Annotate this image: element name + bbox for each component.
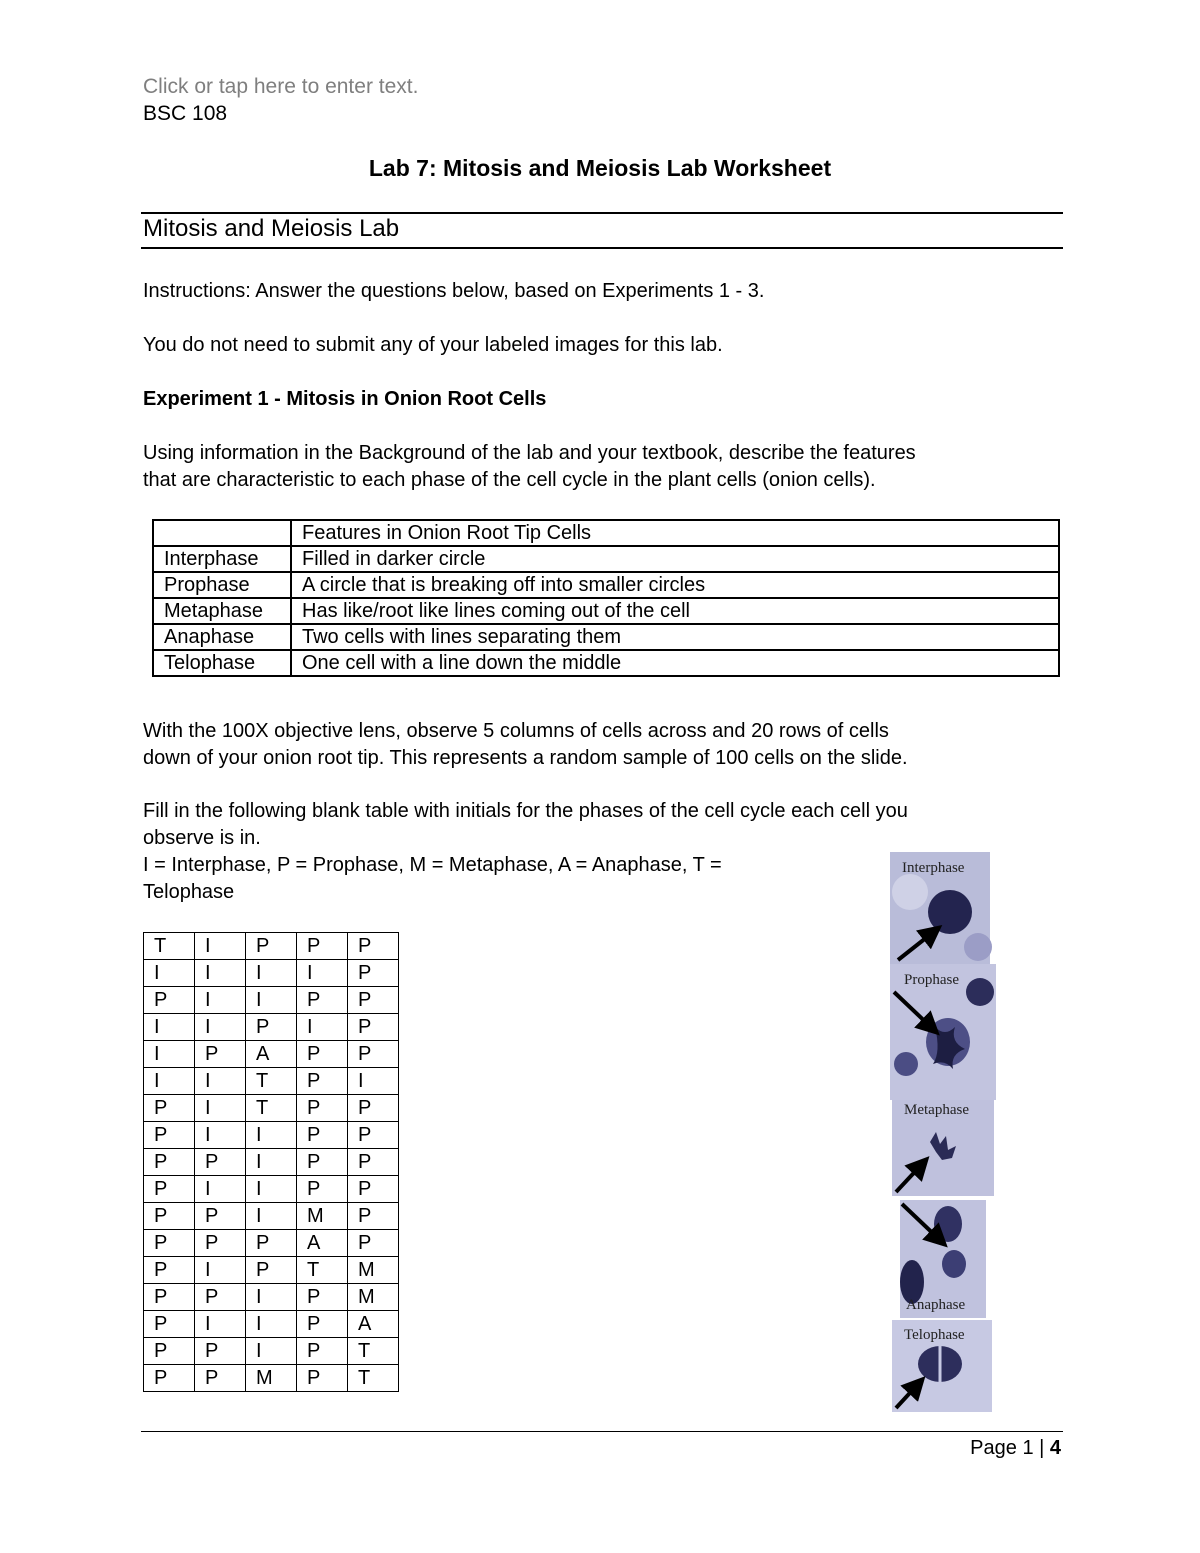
observation-cell[interactable]: P	[246, 1014, 297, 1041]
observation-cell[interactable]: T	[246, 1068, 297, 1095]
observation-cell[interactable]: I	[348, 1068, 399, 1095]
observation-cell[interactable]: P	[297, 1041, 348, 1068]
observation-cell[interactable]: P	[297, 1284, 348, 1311]
observation-cell[interactable]: P	[144, 987, 195, 1014]
observation-cell[interactable]: P	[195, 1230, 246, 1257]
observation-cell[interactable]: P	[297, 1311, 348, 1338]
observation-row	[144, 1176, 399, 1203]
observation-cell[interactable]: I	[144, 960, 195, 987]
observation-cell[interactable]: I	[195, 960, 246, 987]
observation-cell[interactable]: I	[144, 1014, 195, 1041]
phase-feature[interactable]: One cell with a line down the middle	[291, 650, 1059, 676]
features-row	[153, 650, 1059, 676]
observation-cell[interactable]: I	[195, 1176, 246, 1203]
experiment-1-prompt	[143, 440, 1063, 494]
observation-row	[144, 933, 399, 960]
observation-cell[interactable]: P	[144, 1338, 195, 1365]
experiment-1-heading: Experiment 1 - Mitosis in Onion Root Cells	[143, 388, 547, 410]
fill-line-2: observe is in.	[143, 827, 261, 849]
instructions-text: Instructions: Answer the questions below, based on Experiments 1 - 3.	[143, 280, 765, 302]
observation-cell[interactable]: T	[297, 1257, 348, 1284]
section-top-rule	[141, 212, 1063, 214]
page-title: Lab 7: Mitosis and Meiosis Lab Worksheet	[368, 155, 832, 181]
observation-table	[143, 932, 399, 1392]
observation-cell[interactable]: I	[246, 1122, 297, 1149]
observation-cell[interactable]: P	[297, 933, 348, 960]
page-footer	[900, 1437, 1061, 1460]
observation-row	[144, 1365, 399, 1392]
phase-name: Interphase	[153, 546, 291, 572]
observation-cell[interactable]: I	[246, 1284, 297, 1311]
phase-name: Anaphase	[153, 624, 291, 650]
course-code: BSC 108	[143, 102, 228, 125]
observation-cell[interactable]: I	[195, 1122, 246, 1149]
observation-cell[interactable]: P	[297, 1068, 348, 1095]
observation-cell[interactable]: T	[348, 1338, 399, 1365]
observation-cell[interactable]: P	[348, 933, 399, 960]
observation-cell[interactable]: I	[195, 1311, 246, 1338]
page-total: 4	[1049, 1437, 1061, 1459]
observation-cell[interactable]: P	[297, 1095, 348, 1122]
anaphase-chromosomes	[942, 1250, 966, 1278]
phase-name: Telophase	[153, 650, 291, 676]
observation-cell[interactable]: I	[246, 987, 297, 1014]
observation-cell[interactable]: P	[348, 1176, 399, 1203]
observation-cell[interactable]: P	[297, 1176, 348, 1203]
observe-instructions	[143, 718, 1063, 772]
observation-cell[interactable]: P	[144, 1095, 195, 1122]
observation-cell[interactable]: P	[195, 1203, 246, 1230]
observation-cell[interactable]: I	[246, 960, 297, 987]
observation-cell[interactable]: I	[297, 960, 348, 987]
observation-cell[interactable]: I	[195, 987, 246, 1014]
observation-cell[interactable]: I	[246, 1311, 297, 1338]
observation-cell[interactable]: I	[144, 1068, 195, 1095]
observation-cell[interactable]: I	[246, 1203, 297, 1230]
observation-cell[interactable]: T	[144, 933, 195, 960]
observation-cell[interactable]: M	[348, 1257, 399, 1284]
observation-row	[144, 960, 399, 987]
observation-row	[144, 1068, 399, 1095]
legend-line-1: I = Interphase, P = Prophase, M = Metaphase, A = Anaphase, T =	[143, 854, 722, 876]
features-row	[153, 598, 1059, 624]
phase-feature[interactable]: Has like/root like lines coming out of the cell	[291, 598, 1059, 624]
observation-row	[144, 1284, 399, 1311]
features-row	[153, 572, 1059, 598]
observation-cell[interactable]: P	[297, 1122, 348, 1149]
observation-row	[144, 1203, 399, 1230]
figure-label: Anaphase	[906, 1297, 966, 1313]
observation-row	[144, 1257, 399, 1284]
observe-line-2: down of your onion root tip. This represents a random sample of 100 cells on the slide.	[143, 747, 908, 769]
observation-cell[interactable]: P	[144, 1203, 195, 1230]
observation-cell[interactable]: P	[144, 1257, 195, 1284]
observe-line-1: With the 100X objective lens, observe 5 columns of cells across and 20 rows of cells	[143, 720, 889, 742]
name-placeholder-field[interactable]: Click or tap here to enter text.	[143, 75, 419, 98]
features-row	[153, 624, 1059, 650]
phase-feature[interactable]: A circle that is breaking off into smaller circles	[291, 572, 1059, 598]
observation-cell[interactable]: P	[195, 1041, 246, 1068]
observation-cell[interactable]: P	[144, 1311, 195, 1338]
phase-name: Metaphase	[153, 598, 291, 624]
observation-cell[interactable]: I	[297, 1014, 348, 1041]
observation-cell[interactable]: A	[348, 1311, 399, 1338]
phase-name: Prophase	[153, 572, 291, 598]
features-row	[153, 546, 1059, 572]
cell-phase-figure	[890, 852, 1008, 1414]
observation-cell[interactable]: T	[348, 1365, 399, 1392]
observation-row	[144, 1230, 399, 1257]
observation-cell[interactable]: P	[144, 1230, 195, 1257]
observation-cell[interactable]: P	[297, 987, 348, 1014]
prompt-line-1: Using information in the Background of the lab and your textbook, describe the features	[143, 442, 916, 464]
observation-cell[interactable]: P	[195, 1338, 246, 1365]
observation-row	[144, 1014, 399, 1041]
no-submit-note: You do not need to submit any of your labeled images for this lab.	[143, 334, 723, 356]
observation-cell[interactable]: T	[246, 1095, 297, 1122]
observation-row	[144, 1041, 399, 1068]
observation-cell[interactable]: I	[195, 933, 246, 960]
observation-cell[interactable]: M	[348, 1284, 399, 1311]
observation-cell[interactable]: M	[246, 1365, 297, 1392]
observation-cell[interactable]: I	[195, 1068, 246, 1095]
observation-cell[interactable]: P	[297, 1338, 348, 1365]
observation-cell[interactable]: P	[348, 1122, 399, 1149]
observation-cell[interactable]: P	[348, 987, 399, 1014]
observation-cell[interactable]: P	[195, 1149, 246, 1176]
fill-line-1: Fill in the following blank table with initials for the phases of the cell cycle each cell you	[143, 800, 908, 822]
section-title: Mitosis and Meiosis Lab	[143, 215, 400, 242]
observation-row	[144, 1338, 399, 1365]
observation-cell[interactable]: P	[144, 1284, 195, 1311]
observation-cell[interactable]: P	[195, 1284, 246, 1311]
figure-label: Metaphase	[904, 1102, 969, 1118]
observation-cell[interactable]: P	[246, 1257, 297, 1284]
phase-feature[interactable]: Two cells with lines separating them	[291, 624, 1059, 650]
observation-cell[interactable]: P	[348, 960, 399, 987]
observation-cell[interactable]: P	[144, 1122, 195, 1149]
page-label: Page 1 |	[970, 1437, 1050, 1459]
figure-label: Interphase	[902, 860, 965, 876]
observation-cell[interactable]: I	[246, 1176, 297, 1203]
observation-cell[interactable]: P	[297, 1365, 348, 1392]
features-table	[152, 519, 1060, 677]
observation-cell[interactable]: P	[348, 1149, 399, 1176]
observation-row	[144, 1311, 399, 1338]
section-bottom-rule	[141, 247, 1063, 249]
observation-cell[interactable]: A	[297, 1230, 348, 1257]
observation-cell[interactable]: P	[348, 1095, 399, 1122]
observation-cell[interactable]: I	[195, 1257, 246, 1284]
footer-rule	[141, 1431, 1063, 1432]
observation-cell[interactable]: I	[195, 1014, 246, 1041]
prompt-line-2: that are characteristic to each phase of the cell cycle in the plant cells (onion cells).	[143, 469, 876, 491]
observation-cell[interactable]: P	[246, 1230, 297, 1257]
observation-cell[interactable]: P	[348, 1230, 399, 1257]
observation-cell[interactable]: I	[246, 1338, 297, 1365]
interphase-nucleus	[928, 890, 972, 934]
observation-cell[interactable]: P	[144, 1365, 195, 1392]
observation-row	[144, 1095, 399, 1122]
observation-row	[144, 1149, 399, 1176]
observation-cell[interactable]: P	[348, 1041, 399, 1068]
observation-cell[interactable]: P	[348, 1014, 399, 1041]
observation-cell[interactable]: M	[297, 1203, 348, 1230]
figure-label: Prophase	[904, 972, 959, 988]
observation-cell[interactable]: I	[246, 1149, 297, 1176]
observation-cell[interactable]: P	[297, 1149, 348, 1176]
observation-cell[interactable]: P	[246, 933, 297, 960]
observation-cell[interactable]: P	[195, 1365, 246, 1392]
features-header-label: Features in Onion Root Tip Cells	[291, 520, 1059, 546]
features-header-row	[153, 520, 1059, 546]
observation-cell[interactable]: I	[144, 1041, 195, 1068]
observation-cell[interactable]: P	[144, 1176, 195, 1203]
observation-cell[interactable]: A	[246, 1041, 297, 1068]
figure-label: Telophase	[904, 1327, 965, 1343]
observation-cell[interactable]: I	[195, 1095, 246, 1122]
features-header-blank	[153, 520, 291, 546]
observation-row	[144, 1122, 399, 1149]
observation-cell[interactable]: P	[348, 1203, 399, 1230]
observation-cell[interactable]: P	[144, 1149, 195, 1176]
observation-row	[144, 987, 399, 1014]
phase-feature[interactable]: Filled in darker circle	[291, 546, 1059, 572]
legend-line-2: Telophase	[143, 881, 235, 903]
